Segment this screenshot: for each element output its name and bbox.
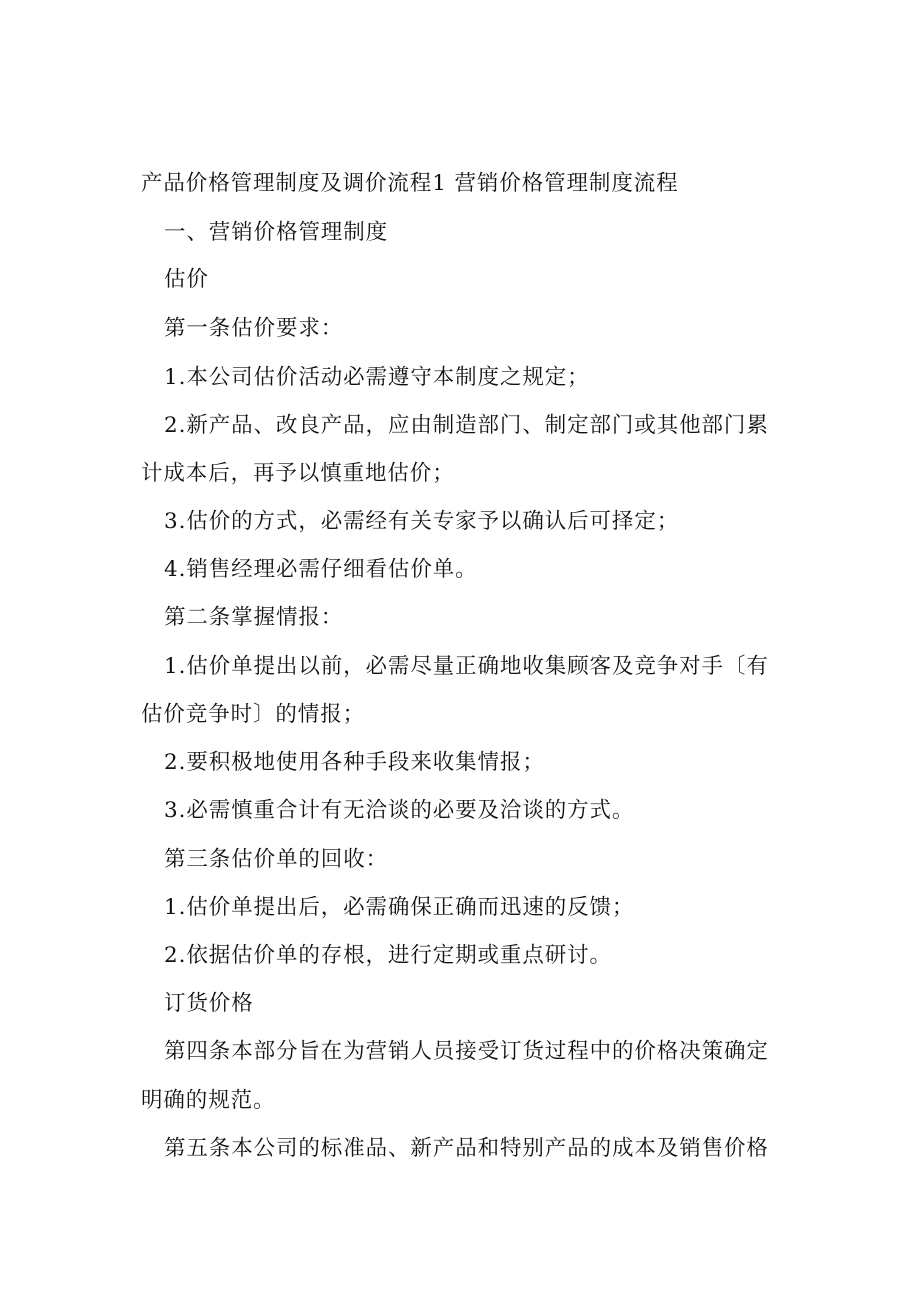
paragraph-line: 2.新产品、改良产品，应由制造部门、制定部门或其他部门累 [164, 413, 769, 438]
section-heading: 一、营销价格管理制度 [164, 220, 389, 245]
paragraph-line: 1.估价单提出以前，必需尽量正确地收集顾客及竞争对手〔有 [164, 654, 769, 679]
document-title: 产品价格管理制度及调价流程1 营销价格管理制度流程 [141, 171, 679, 196]
paragraph-line-continued: 明确的规范。 [141, 1088, 276, 1113]
paragraph-line: 第五条本公司的标准品、新产品和特别产品的成本及销售价格 [164, 1136, 769, 1161]
paragraph-line: 3.估价的方式，必需经有关专家予以确认后可择定； [164, 509, 680, 534]
paragraph-line-continued: 估价竞争时〕的情报； [141, 702, 366, 727]
subsection-heading: 订货价格 [164, 991, 254, 1016]
article-heading: 第三条估价单的回收： [164, 847, 389, 872]
article-heading: 第二条掌握情报： [164, 605, 344, 630]
paragraph-line: 第四条本部分旨在为营销人员接受订货过程中的价格决策确定 [164, 1039, 769, 1064]
paragraph-line: 2.要积极地使用各种手段来收集情报； [164, 750, 545, 775]
paragraph-line: 1.估价单提出后，必需确保正确而迅速的反馈； [164, 895, 635, 920]
paragraph-line: 3.必需慎重合计有无洽谈的必要及洽谈的方式。 [164, 798, 635, 823]
paragraph-line: 2.依据估价单的存根，进行定期或重点研讨。 [164, 943, 612, 968]
article-heading: 第一条估价要求： [164, 316, 344, 341]
paragraph-line-continued: 计成本后，再予以慎重地估价； [141, 461, 455, 486]
paragraph-line: 1.本公司估价活动必需遵守本制度之规定； [164, 365, 590, 390]
subsection-heading: 估价 [164, 267, 209, 292]
paragraph-line: 4.销售经理必需仔细看估价单。 [164, 557, 478, 582]
